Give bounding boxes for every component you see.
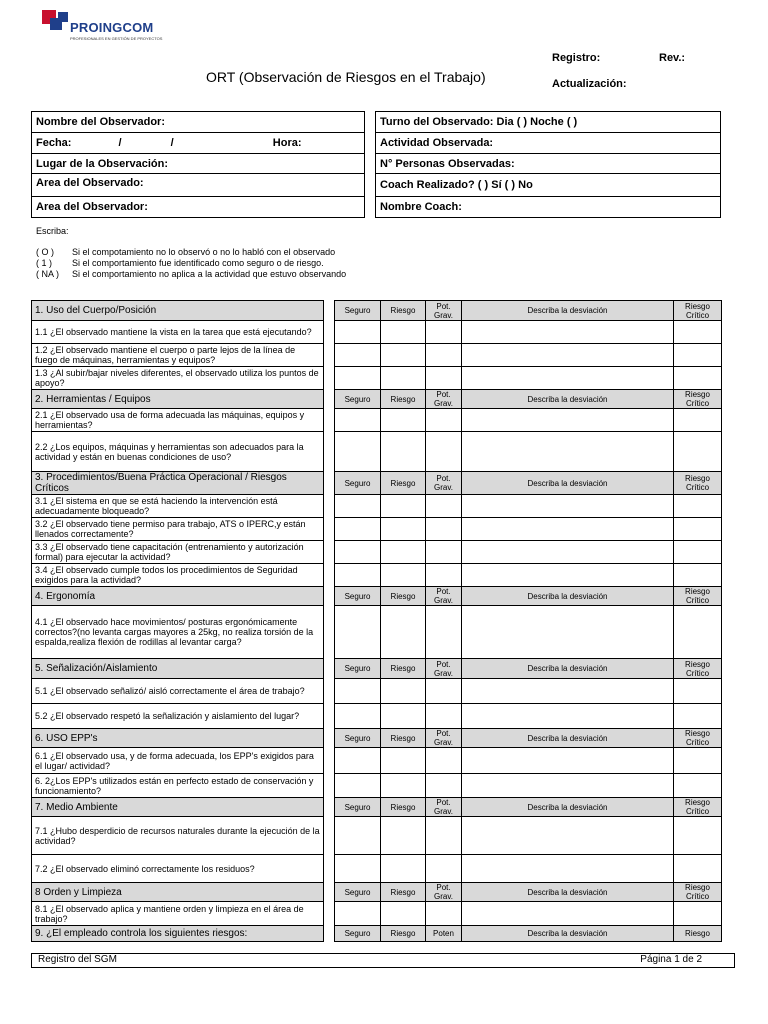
column-riesgo-critico-header: Riesgo Crítico: [674, 472, 722, 495]
section-title: 5. Señalización/Aislamiento: [32, 659, 324, 679]
column-pot-grav-header: Pot. Grav.: [426, 587, 462, 606]
question-row: [32, 817, 722, 855]
seguro-cell[interactable]: [335, 564, 381, 587]
question-text: 7.2 ¿El observado eliminó correctamente los residuos?: [32, 855, 324, 883]
describa-cell[interactable]: [462, 902, 674, 926]
question-row: [32, 748, 722, 774]
column-pot-grav-header: Pot. Grav.: [426, 659, 462, 679]
question-row: [32, 679, 722, 704]
pot-grav-cell[interactable]: [426, 902, 462, 926]
question-row: [32, 704, 722, 729]
column-gap: [324, 321, 335, 344]
registro-label: Registro:: [552, 52, 601, 64]
people-count-field[interactable]: N° Personas Observadas:: [376, 154, 721, 174]
describa-cell[interactable]: [462, 518, 674, 541]
column-gap: [324, 902, 335, 926]
riesgo-cell[interactable]: [381, 432, 426, 472]
legend-text: Si el compotamiento no lo observó o no lo habló con el observado: [72, 247, 336, 257]
observer-info-table: [31, 111, 721, 218]
section-title: 9. ¿El empleado controla los siguientes riesgos:: [32, 926, 324, 942]
pot-grav-cell[interactable]: [426, 344, 462, 367]
column-riesgo-critico-header: Riesgo Crítico: [674, 390, 722, 409]
instructions-heading: Escriba:: [36, 226, 69, 236]
location-field[interactable]: Lugar de la Observación:: [32, 154, 365, 174]
activity-field[interactable]: Actividad Observada:: [376, 133, 721, 154]
legend-item: [36, 247, 335, 257]
section-header-row: [32, 659, 722, 679]
describa-cell[interactable]: [462, 817, 674, 855]
section-title: 1. Uso del Cuerpo/Posición: [32, 301, 324, 321]
pot-grav-cell[interactable]: [426, 774, 462, 798]
section-title: 4. Ergonomía: [32, 587, 324, 606]
riesgo-critico-cell[interactable]: [674, 902, 722, 926]
column-riesgo-header: Riesgo: [381, 301, 426, 321]
pot-grav-cell[interactable]: [426, 321, 462, 344]
seguro-cell[interactable]: [335, 321, 381, 344]
pot-grav-cell[interactable]: [426, 409, 462, 432]
pot-grav-cell[interactable]: [426, 855, 462, 883]
question-row: [32, 564, 722, 587]
column-riesgo-header: Riesgo: [381, 883, 426, 902]
pot-grav-cell[interactable]: [426, 748, 462, 774]
column-riesgo-critico-header: Riesgo Crítico: [674, 883, 722, 902]
riesgo-cell[interactable]: [381, 541, 426, 564]
question-text: 5.1 ¿El observado señalizó/ aisló correctamente el área de trabajo?: [32, 679, 324, 704]
section-header-row: [32, 301, 722, 321]
logo-square-blue: [50, 18, 62, 30]
legend-code: ( 1 ): [36, 258, 53, 268]
footer-page-number: Página 1 de 2: [640, 954, 702, 965]
seguro-cell[interactable]: [335, 774, 381, 798]
logo-name: PROINGCOM: [70, 20, 154, 35]
describa-cell[interactable]: [462, 344, 674, 367]
riesgo-cell[interactable]: [381, 367, 426, 390]
legend-text: Si el comportamiento no aplica a la actividad que estuvo observando: [72, 269, 347, 279]
section-header-row: [32, 729, 722, 748]
riesgo-cell[interactable]: [381, 774, 426, 798]
column-riesgo-header: Riesgo: [381, 729, 426, 748]
column-gap: [324, 774, 335, 798]
column-describa-header: Describa la desviación: [462, 587, 674, 606]
seguro-cell[interactable]: [335, 518, 381, 541]
pot-grav-cell[interactable]: [426, 704, 462, 729]
riesgo-cell[interactable]: [381, 855, 426, 883]
describa-cell[interactable]: [462, 564, 674, 587]
riesgo-critico-cell[interactable]: [674, 321, 722, 344]
question-row: [32, 321, 722, 344]
riesgo-critico-cell[interactable]: [674, 367, 722, 390]
section-header-row: [32, 472, 722, 495]
section-header-row: [32, 926, 722, 942]
column-describa-header: Describa la desviación: [462, 926, 674, 942]
column-gap: [324, 817, 335, 855]
column-seguro-header: Seguro: [335, 390, 381, 409]
column-describa-header: Describa la desviación: [462, 798, 674, 817]
riesgo-cell[interactable]: [381, 817, 426, 855]
riesgo-cell[interactable]: [381, 564, 426, 587]
question-row: [32, 344, 722, 367]
riesgo-cell[interactable]: [381, 518, 426, 541]
column-describa-header: Describa la desviación: [462, 301, 674, 321]
riesgo-critico-cell[interactable]: [674, 564, 722, 587]
legend-code: ( NA ): [36, 269, 60, 279]
question-text: 1.3 ¿Al subir/bajar niveles diferentes, el observado utiliza los puntos de apoyo?: [32, 367, 324, 390]
column-gap: [324, 409, 335, 432]
question-row: [32, 367, 722, 390]
column-gap: [324, 587, 335, 606]
pot-grav-cell[interactable]: [426, 564, 462, 587]
column-seguro-header: Seguro: [335, 926, 381, 942]
seguro-cell[interactable]: [335, 855, 381, 883]
column-gap: [324, 432, 335, 472]
column-riesgo-header: Riesgo: [381, 587, 426, 606]
riesgo-critico-cell[interactable]: [674, 541, 722, 564]
section-title: 6. USO EPP's: [32, 729, 324, 748]
seguro-cell[interactable]: [335, 344, 381, 367]
column-riesgo-header: Riesgo: [381, 472, 426, 495]
date-slash-1: /: [118, 137, 122, 149]
question-text: 3.4 ¿El observado cumple todos los procedimientos de Seguridad exigidos para la actividad?: [32, 564, 324, 587]
time-label: Hora:: [272, 137, 302, 149]
column-seguro-header: Seguro: [335, 798, 381, 817]
page-title: ORT (Observación de Riesgos en el Trabajo): [206, 69, 486, 85]
describa-cell[interactable]: [462, 409, 674, 432]
observer-name-field[interactable]: Nombre del Observador:: [32, 112, 365, 133]
describa-cell[interactable]: [462, 321, 674, 344]
question-row: [32, 902, 722, 926]
question-row: [32, 774, 722, 798]
describa-cell[interactable]: [462, 774, 674, 798]
pot-grav-cell[interactable]: [426, 367, 462, 390]
question-text: 8.1 ¿El observado aplica y mantiene orden y limpieza en el área de trabajo?: [32, 902, 324, 926]
column-pot-grav-header: Pot. Grav.: [426, 729, 462, 748]
observer-area-field[interactable]: Area del Observador:: [32, 197, 365, 218]
column-gap: [324, 564, 335, 587]
checklist-table: [31, 300, 722, 942]
riesgo-critico-cell[interactable]: [674, 774, 722, 798]
question-text: 3.1 ¿El sistema en que se está haciendo la intervención está adecuadamente bloqueado?: [32, 495, 324, 518]
riesgo-critico-cell[interactable]: [674, 748, 722, 774]
column-seguro-header: Seguro: [335, 729, 381, 748]
section-header-row: [32, 390, 722, 409]
column-gap: [324, 883, 335, 902]
seguro-cell[interactable]: [335, 409, 381, 432]
legend-text: Si el comportamiento fue identificado como seguro o de riesgo.: [72, 258, 324, 268]
question-text: 6. 2¿Los EPP's utilizados están en perfecto estado de conservación y funcionamiento?: [32, 774, 324, 798]
column-pot-grav-header: Pot. Grav.: [426, 798, 462, 817]
pot-grav-cell[interactable]: [426, 817, 462, 855]
rev-label: Rev.:: [659, 52, 686, 64]
column-riesgo-header: Riesgo: [381, 659, 426, 679]
describa-cell[interactable]: [462, 679, 674, 704]
column-gap: [324, 798, 335, 817]
date-slash-2: /: [170, 137, 174, 149]
seguro-cell[interactable]: [335, 606, 381, 659]
riesgo-cell[interactable]: [381, 495, 426, 518]
column-riesgo-critico-header: Riesgo Crítico: [674, 587, 722, 606]
column-gap: [324, 518, 335, 541]
question-text: 6.1 ¿El observado usa, y de forma adecuada, los EPP's exigidos para el lugar/ actividad?: [32, 748, 324, 774]
column-describa-header: Describa la desviación: [462, 390, 674, 409]
question-text: 1.2 ¿El observado mantiene el cuerpo o parte lejos de la línea de fuego de máquinas, herramientas y equipos?: [32, 344, 324, 367]
describa-cell[interactable]: [462, 432, 674, 472]
column-describa-header: Describa la desviación: [462, 729, 674, 748]
question-text: 7.1 ¿Hubo desperdicio de recursos naturales durante la ejecución de la actividad?: [32, 817, 324, 855]
riesgo-critico-cell[interactable]: [674, 432, 722, 472]
riesgo-cell[interactable]: [381, 606, 426, 659]
section-header-row: [32, 587, 722, 606]
riesgo-critico-cell[interactable]: [674, 704, 722, 729]
seguro-cell[interactable]: [335, 432, 381, 472]
column-gap: [324, 606, 335, 659]
section-title: 7. Medio Ambiente: [32, 798, 324, 817]
question-text: 2.1 ¿El observado usa de forma adecuada las máquinas, equipos y herramientas?: [32, 409, 324, 432]
column-gap: [324, 748, 335, 774]
column-seguro-header: Seguro: [335, 659, 381, 679]
riesgo-critico-cell[interactable]: [674, 817, 722, 855]
seguro-cell[interactable]: [335, 902, 381, 926]
footer-registry: Registro del SGM: [38, 954, 117, 965]
question-text: 5.2 ¿El observado respetó la señalización y aislamiento del lugar?: [32, 704, 324, 729]
riesgo-critico-cell[interactable]: [674, 495, 722, 518]
describa-cell[interactable]: [462, 606, 674, 659]
column-describa-header: Describa la desviación: [462, 659, 674, 679]
observed-area-field[interactable]: Area del Observado:: [32, 174, 365, 197]
pot-grav-cell[interactable]: [426, 495, 462, 518]
coach-field[interactable]: Coach Realizado? ( ) Sí ( ) No: [376, 174, 721, 197]
column-describa-header: Describa la desviación: [462, 883, 674, 902]
seguro-cell[interactable]: [335, 367, 381, 390]
question-row: [32, 606, 722, 659]
riesgo-cell[interactable]: [381, 344, 426, 367]
riesgo-cell[interactable]: [381, 679, 426, 704]
column-gap: [324, 541, 335, 564]
riesgo-critico-cell[interactable]: [674, 409, 722, 432]
riesgo-critico-cell[interactable]: [674, 518, 722, 541]
column-riesgo-header: Riesgo: [381, 798, 426, 817]
logo-tagline: PROFESIONALES EN GESTIÓN DE PROYECTOS: [70, 36, 163, 41]
column-riesgo-critico-header: Riesgo Crítico: [674, 301, 722, 321]
section-header-row: [32, 798, 722, 817]
question-row: [32, 518, 722, 541]
column-gap: [324, 472, 335, 495]
page-footer: [31, 953, 735, 968]
riesgo-cell[interactable]: [381, 321, 426, 344]
riesgo-critico-cell[interactable]: [674, 855, 722, 883]
seguro-cell[interactable]: [335, 817, 381, 855]
riesgo-critico-cell[interactable]: [674, 344, 722, 367]
column-pot-grav-header: Pot. Grav.: [426, 883, 462, 902]
seguro-cell[interactable]: [335, 495, 381, 518]
describa-cell[interactable]: [462, 748, 674, 774]
describa-cell[interactable]: [462, 495, 674, 518]
legend-item: [36, 258, 324, 268]
column-pot-grav-header: Poten: [426, 926, 462, 942]
column-seguro-header: Seguro: [335, 301, 381, 321]
describa-cell[interactable]: [462, 541, 674, 564]
question-text: 3.2 ¿El observado tiene permiso para trabajo, ATS o IPERC,y están llenados correctamente?: [32, 518, 324, 541]
question-text: 4.1 ¿El observado hace movimientos/ posturas ergonómicamente correctos?(no levanta cargas mayores a 25kg, no realiza torsión de la espalda,realiza flexión de rodillas al levantar carga?: [32, 606, 324, 659]
seguro-cell[interactable]: [335, 748, 381, 774]
question-row: [32, 495, 722, 518]
column-seguro-header: Seguro: [335, 883, 381, 902]
describa-cell[interactable]: [462, 855, 674, 883]
question-text: 2.2 ¿Los equipos, máquinas y herramientas son adecuados para la actividad y están en buenas condiciones de uso?: [32, 432, 324, 472]
question-text: 3.3 ¿El observado tiene capacitación (entrenamiento y autorización formal) para ejecutar la actividad?: [32, 541, 324, 564]
column-riesgo-header: Riesgo: [381, 926, 426, 942]
question-row: [32, 541, 722, 564]
column-pot-grav-header: Pot. Grav.: [426, 472, 462, 495]
column-gap: [324, 704, 335, 729]
riesgo-cell[interactable]: [381, 409, 426, 432]
column-pot-grav-header: Pot. Grav.: [426, 390, 462, 409]
date-time-field[interactable]: [32, 133, 365, 154]
date-label: Fecha:: [36, 137, 72, 149]
column-gap: [324, 495, 335, 518]
column-riesgo-header: Riesgo: [381, 390, 426, 409]
column-seguro-header: Seguro: [335, 587, 381, 606]
riesgo-cell[interactable]: [381, 902, 426, 926]
pot-grav-cell[interactable]: [426, 432, 462, 472]
seguro-cell[interactable]: [335, 679, 381, 704]
riesgo-critico-cell[interactable]: [674, 606, 722, 659]
pot-grav-cell[interactable]: [426, 606, 462, 659]
column-gap: [324, 729, 335, 748]
column-riesgo-critico-header: Riesgo Crítico: [674, 798, 722, 817]
section-header-row: [32, 883, 722, 902]
pot-grav-cell[interactable]: [426, 541, 462, 564]
question-text: 1.1 ¿El observado mantiene la vista en la tarea que está ejecutando?: [32, 321, 324, 344]
section-title: 2. Herramientas / Equipos: [32, 390, 324, 409]
seguro-cell[interactable]: [335, 541, 381, 564]
question-row: [32, 432, 722, 472]
column-gap: [324, 390, 335, 409]
section-title: 8 Orden y Limpieza: [32, 883, 324, 902]
column-gap: [324, 926, 335, 942]
question-row: [32, 409, 722, 432]
column-gap: [324, 301, 335, 321]
legend-code: ( O ): [36, 247, 54, 257]
column-gap: [324, 679, 335, 704]
column-riesgo-critico-header: Riesgo: [674, 926, 722, 942]
actualizacion-label: Actualización:: [552, 78, 627, 90]
shift-field[interactable]: Turno del Observado: Dia ( ) Noche ( ): [376, 112, 721, 133]
column-riesgo-critico-header: Riesgo Crítico: [674, 659, 722, 679]
coach-name-field[interactable]: Nombre Coach:: [376, 197, 721, 218]
column-riesgo-critico-header: Riesgo Crítico: [674, 729, 722, 748]
column-describa-header: Describa la desviación: [462, 472, 674, 495]
column-gap: [324, 659, 335, 679]
describa-cell[interactable]: [462, 704, 674, 729]
column-pot-grav-header: Pot. Grav.: [426, 301, 462, 321]
legend-item: [36, 269, 346, 279]
pot-grav-cell[interactable]: [426, 679, 462, 704]
riesgo-critico-cell[interactable]: [674, 679, 722, 704]
column-gap: [324, 344, 335, 367]
seguro-cell[interactable]: [335, 704, 381, 729]
question-row: [32, 855, 722, 883]
riesgo-cell[interactable]: [381, 704, 426, 729]
column-gap: [324, 367, 335, 390]
pot-grav-cell[interactable]: [426, 518, 462, 541]
company-logo: [42, 10, 162, 46]
column-seguro-header: Seguro: [335, 472, 381, 495]
section-title: 3. Procedimientos/Buena Práctica Operacional / Riesgos Críticos: [32, 472, 324, 495]
column-gap: [324, 855, 335, 883]
riesgo-cell[interactable]: [381, 748, 426, 774]
describa-cell[interactable]: [462, 367, 674, 390]
